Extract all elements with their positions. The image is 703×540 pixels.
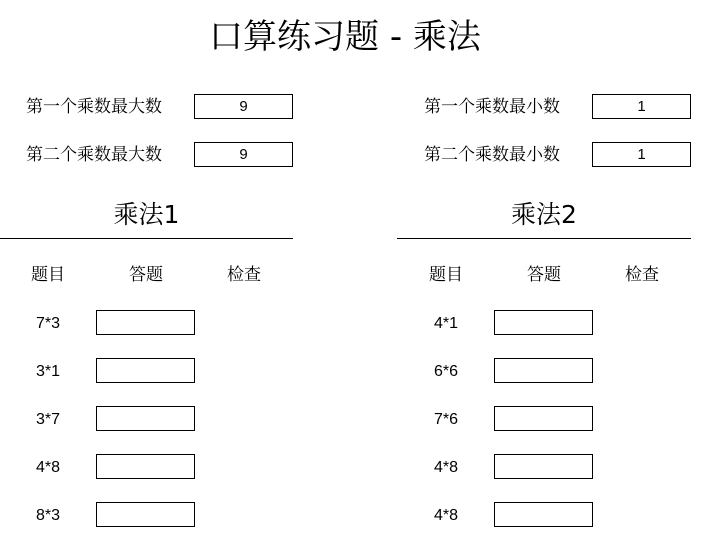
section-2-answer-5[interactable] [494, 502, 593, 527]
section-1-header-check: 检查 [227, 265, 261, 285]
first-max-input[interactable] [194, 94, 293, 119]
section-1-answer-4[interactable] [96, 454, 195, 479]
section-1-title: 乘法1 [113, 200, 180, 229]
section-1-divider [0, 238, 293, 239]
section-2-header-answer: 答题 [527, 265, 561, 285]
section-2-header-question: 题目 [429, 265, 463, 285]
section-1-header-answer: 答题 [129, 265, 163, 285]
second-min-label: 第二个乘数最小数 [424, 145, 560, 165]
section-2-problem-3: 7*6 [433, 411, 459, 428]
section-2-problem-2: 6*6 [433, 363, 459, 380]
page-title: 口算练习题 - 乘法 [209, 17, 481, 57]
section-2-title: 乘法2 [511, 200, 577, 229]
section-1-problem-1: 7*3 [35, 315, 61, 332]
section-2-problem-4: 4*8 [433, 459, 459, 476]
section-1-answer-3[interactable] [96, 406, 195, 431]
section-2-answer-4[interactable] [494, 454, 593, 479]
second-max-label: 第二个乘数最大数 [26, 145, 162, 165]
first-min-input[interactable] [592, 94, 691, 119]
second-max-input[interactable] [194, 142, 293, 167]
section-1-problem-3: 3*7 [35, 411, 61, 428]
section-2-answer-2[interactable] [494, 358, 593, 383]
section-2-problem-5: 4*8 [433, 507, 459, 524]
section-2-problem-1: 4*1 [433, 315, 459, 332]
section-2-divider [397, 238, 691, 239]
section-1-problem-2: 3*1 [35, 363, 61, 380]
section-1-answer-1[interactable] [96, 310, 195, 335]
section-1-header-question: 题目 [31, 265, 65, 285]
section-1-problem-5: 8*3 [35, 507, 61, 524]
section-1-problem-4: 4*8 [35, 459, 61, 476]
first-max-label: 第一个乘数最大数 [26, 97, 162, 117]
first-min-label: 第一个乘数最小数 [424, 97, 560, 117]
section-1-answer-2[interactable] [96, 358, 195, 383]
section-2-header-check: 检查 [625, 265, 659, 285]
section-2-answer-3[interactable] [494, 406, 593, 431]
section-1-answer-5[interactable] [96, 502, 195, 527]
section-2-answer-1[interactable] [494, 310, 593, 335]
second-min-input[interactable] [592, 142, 691, 167]
